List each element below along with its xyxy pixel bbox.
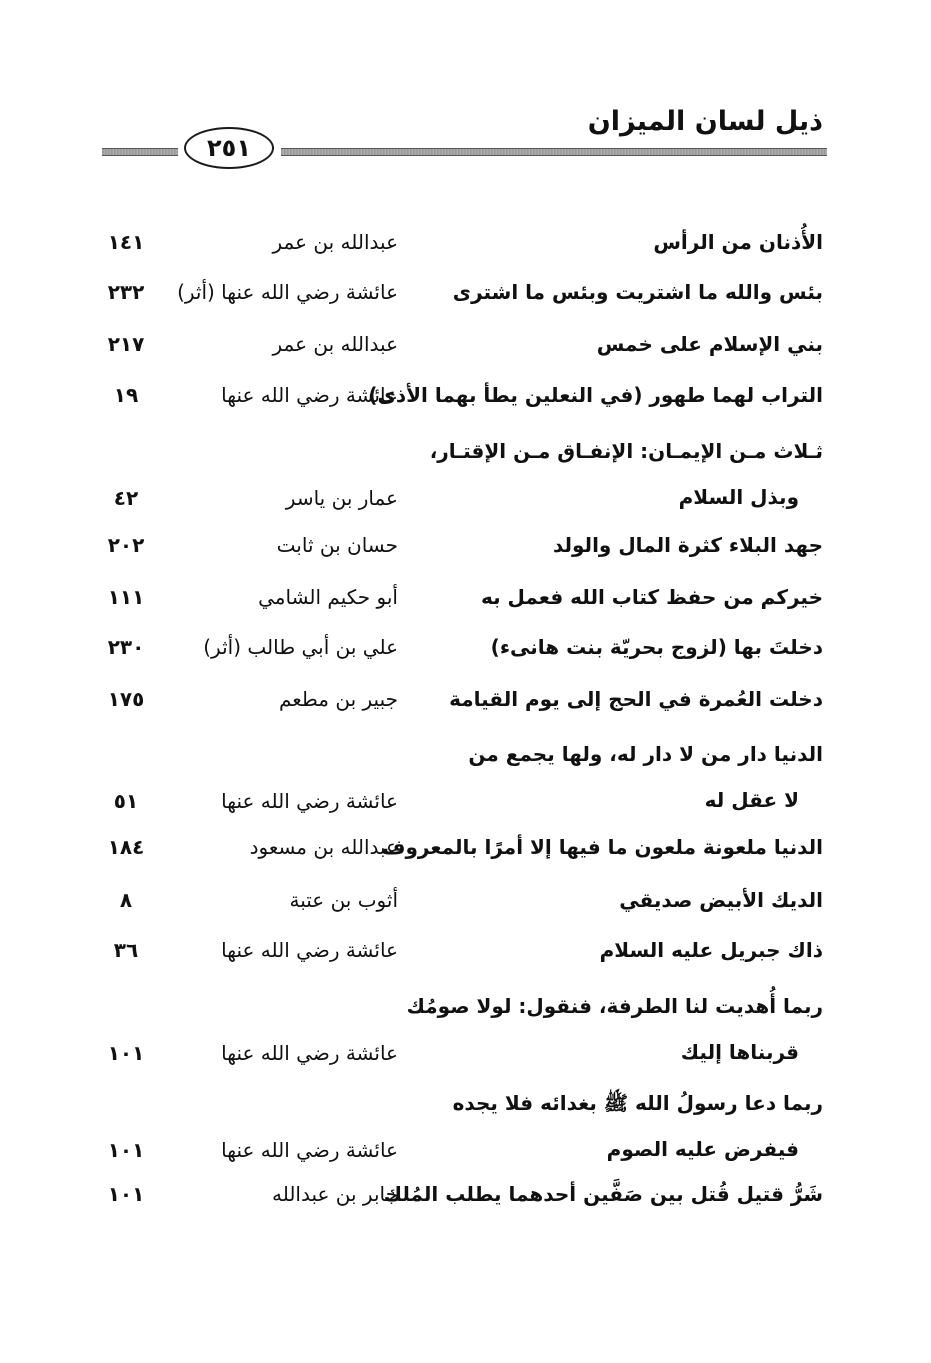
- hadith-text-line: ربما أُهديت لنا الطرفة، فنقول: لولا صومُك: [406, 994, 823, 1018]
- header-rule-right: [281, 148, 827, 156]
- hadith-text: [428, 573, 823, 621]
- hadith-text-line: الدنيا ملعونة ملعون ما فيها إلا أمرًا بالمعروف: [382, 835, 823, 859]
- hadith-text-line: جهد البلاء كثرة المال والولد: [552, 533, 823, 557]
- hadith-text-line: دخلت العُمرة في الحج إلى يوم القيامة: [449, 687, 823, 711]
- page-reference: ٢٣٢: [107, 280, 145, 304]
- page-reference: ٢١٧: [107, 332, 145, 356]
- hadith-text: [428, 218, 823, 266]
- hadith-text: [382, 823, 823, 871]
- page-reference: ١٠١: [107, 1041, 145, 1065]
- hadith-text-line: ثـلاث مـن الإيمـان: الإنفـاق مـن الإقتـار،: [429, 439, 823, 463]
- narrator-name: حسان بن ثابت: [276, 533, 398, 557]
- hadith-text-line: شَرُّ قتيل قُتل بين صَفَّين أحدهما يطلب المُلك: [383, 1182, 823, 1206]
- hadith-text-line: ربما دعا رسولُ الله ﷺ بغدائه فلا يجده: [452, 1091, 823, 1115]
- page-reference: ٢٣٠: [107, 635, 145, 659]
- hadith-text-continuation: وبذل السلام: [678, 485, 799, 509]
- page-reference: ١٩: [113, 383, 139, 407]
- narrator-name: عائشة رضي الله عنها: [221, 938, 398, 962]
- narrator-name: عبدالله بن مسعود: [249, 835, 398, 859]
- narrator-name: أبو حكيم الشامي: [258, 585, 398, 609]
- page-reference: ٨: [119, 888, 133, 912]
- hadith-text: [428, 428, 823, 520]
- hadith-text: [428, 876, 823, 924]
- page-reference: ٣٦: [113, 938, 139, 962]
- page-reference: ١١١: [107, 585, 145, 609]
- page-reference: ١٤١: [107, 230, 145, 254]
- page-reference: ٤٢: [113, 486, 139, 510]
- hadith-text: [428, 268, 823, 316]
- hadith-text: [428, 623, 823, 671]
- narrator-name: أثوب بن عتبة: [289, 888, 398, 912]
- page-reference: ٢٠٢: [107, 533, 145, 557]
- page-reference: ٥١: [113, 789, 139, 813]
- page-reference: ١٠١: [107, 1138, 145, 1162]
- hadith-text-continuation: قربناها إليك: [680, 1040, 799, 1064]
- hadith-text-line: ذاك جبريل عليه السلام: [599, 938, 823, 962]
- hadith-text: [428, 731, 823, 823]
- hadith-text-line: خيركم من حفظ كتاب الله فعمل به: [480, 585, 823, 609]
- hadith-text: [428, 320, 823, 368]
- narrator-name: عائشة رضي الله عنها: [221, 789, 398, 813]
- hadith-text: [428, 926, 823, 974]
- hadith-text-line: بني الإسلام على خمس: [596, 332, 823, 356]
- hadith-text-line: التراب لهما طهور (في النعلين يطأ بهما الأذى): [368, 383, 823, 407]
- page-reference: ١٧٥: [107, 687, 145, 711]
- hadith-text-line: بئس والله ما اشتريت وبئس ما اشترى: [452, 280, 823, 304]
- hadith-text: [428, 675, 823, 723]
- hadith-text-continuation: لا عقل له: [704, 788, 799, 812]
- hadith-text: [383, 1170, 823, 1218]
- narrator-name: عائشة رضي الله عنها: [221, 1041, 398, 1065]
- hadith-text: [428, 521, 823, 569]
- narrator-name: عبدالله بن عمر: [272, 332, 398, 356]
- header-rule-left: [102, 148, 178, 156]
- hadith-text-line: الديك الأبيض صديقي: [619, 888, 823, 912]
- narrator-name: عائشة رضي الله عنها (أثر): [177, 280, 398, 304]
- hadith-text-line: الأُذنان من الرأس: [653, 230, 823, 254]
- narrator-name: عمار بن ياسر: [285, 486, 398, 510]
- narrator-name: عائشة رضي الله عنها: [221, 1138, 398, 1162]
- hadith-text: [428, 1080, 823, 1172]
- hadith-text-continuation: فيفرض عليه الصوم: [606, 1137, 799, 1161]
- page-reference: ١٨٤: [107, 835, 145, 859]
- narrator-name: عائشة رضي الله عنها: [221, 383, 398, 407]
- narrator-name: جبير بن مطعم: [278, 687, 398, 711]
- hadith-text-line: الدنيا دار من لا دار له، ولها يجمع من: [468, 742, 823, 766]
- hadith-text: [406, 983, 823, 1075]
- hadith-text: [368, 371, 823, 419]
- page-number: ٢٥١: [184, 127, 274, 169]
- narrator-name: علي بن أبي طالب (أثر): [203, 635, 398, 659]
- narrator-name: جابر بن عبدالله: [271, 1182, 398, 1206]
- narrator-name: عبدالله بن عمر: [272, 230, 398, 254]
- hadith-text-line: دخلتَ بها (لزوج بحريّة بنت هانىء): [490, 635, 823, 659]
- page-reference: ١٠١: [107, 1182, 145, 1206]
- book-title: ذيل لسان الميزان: [587, 106, 823, 137]
